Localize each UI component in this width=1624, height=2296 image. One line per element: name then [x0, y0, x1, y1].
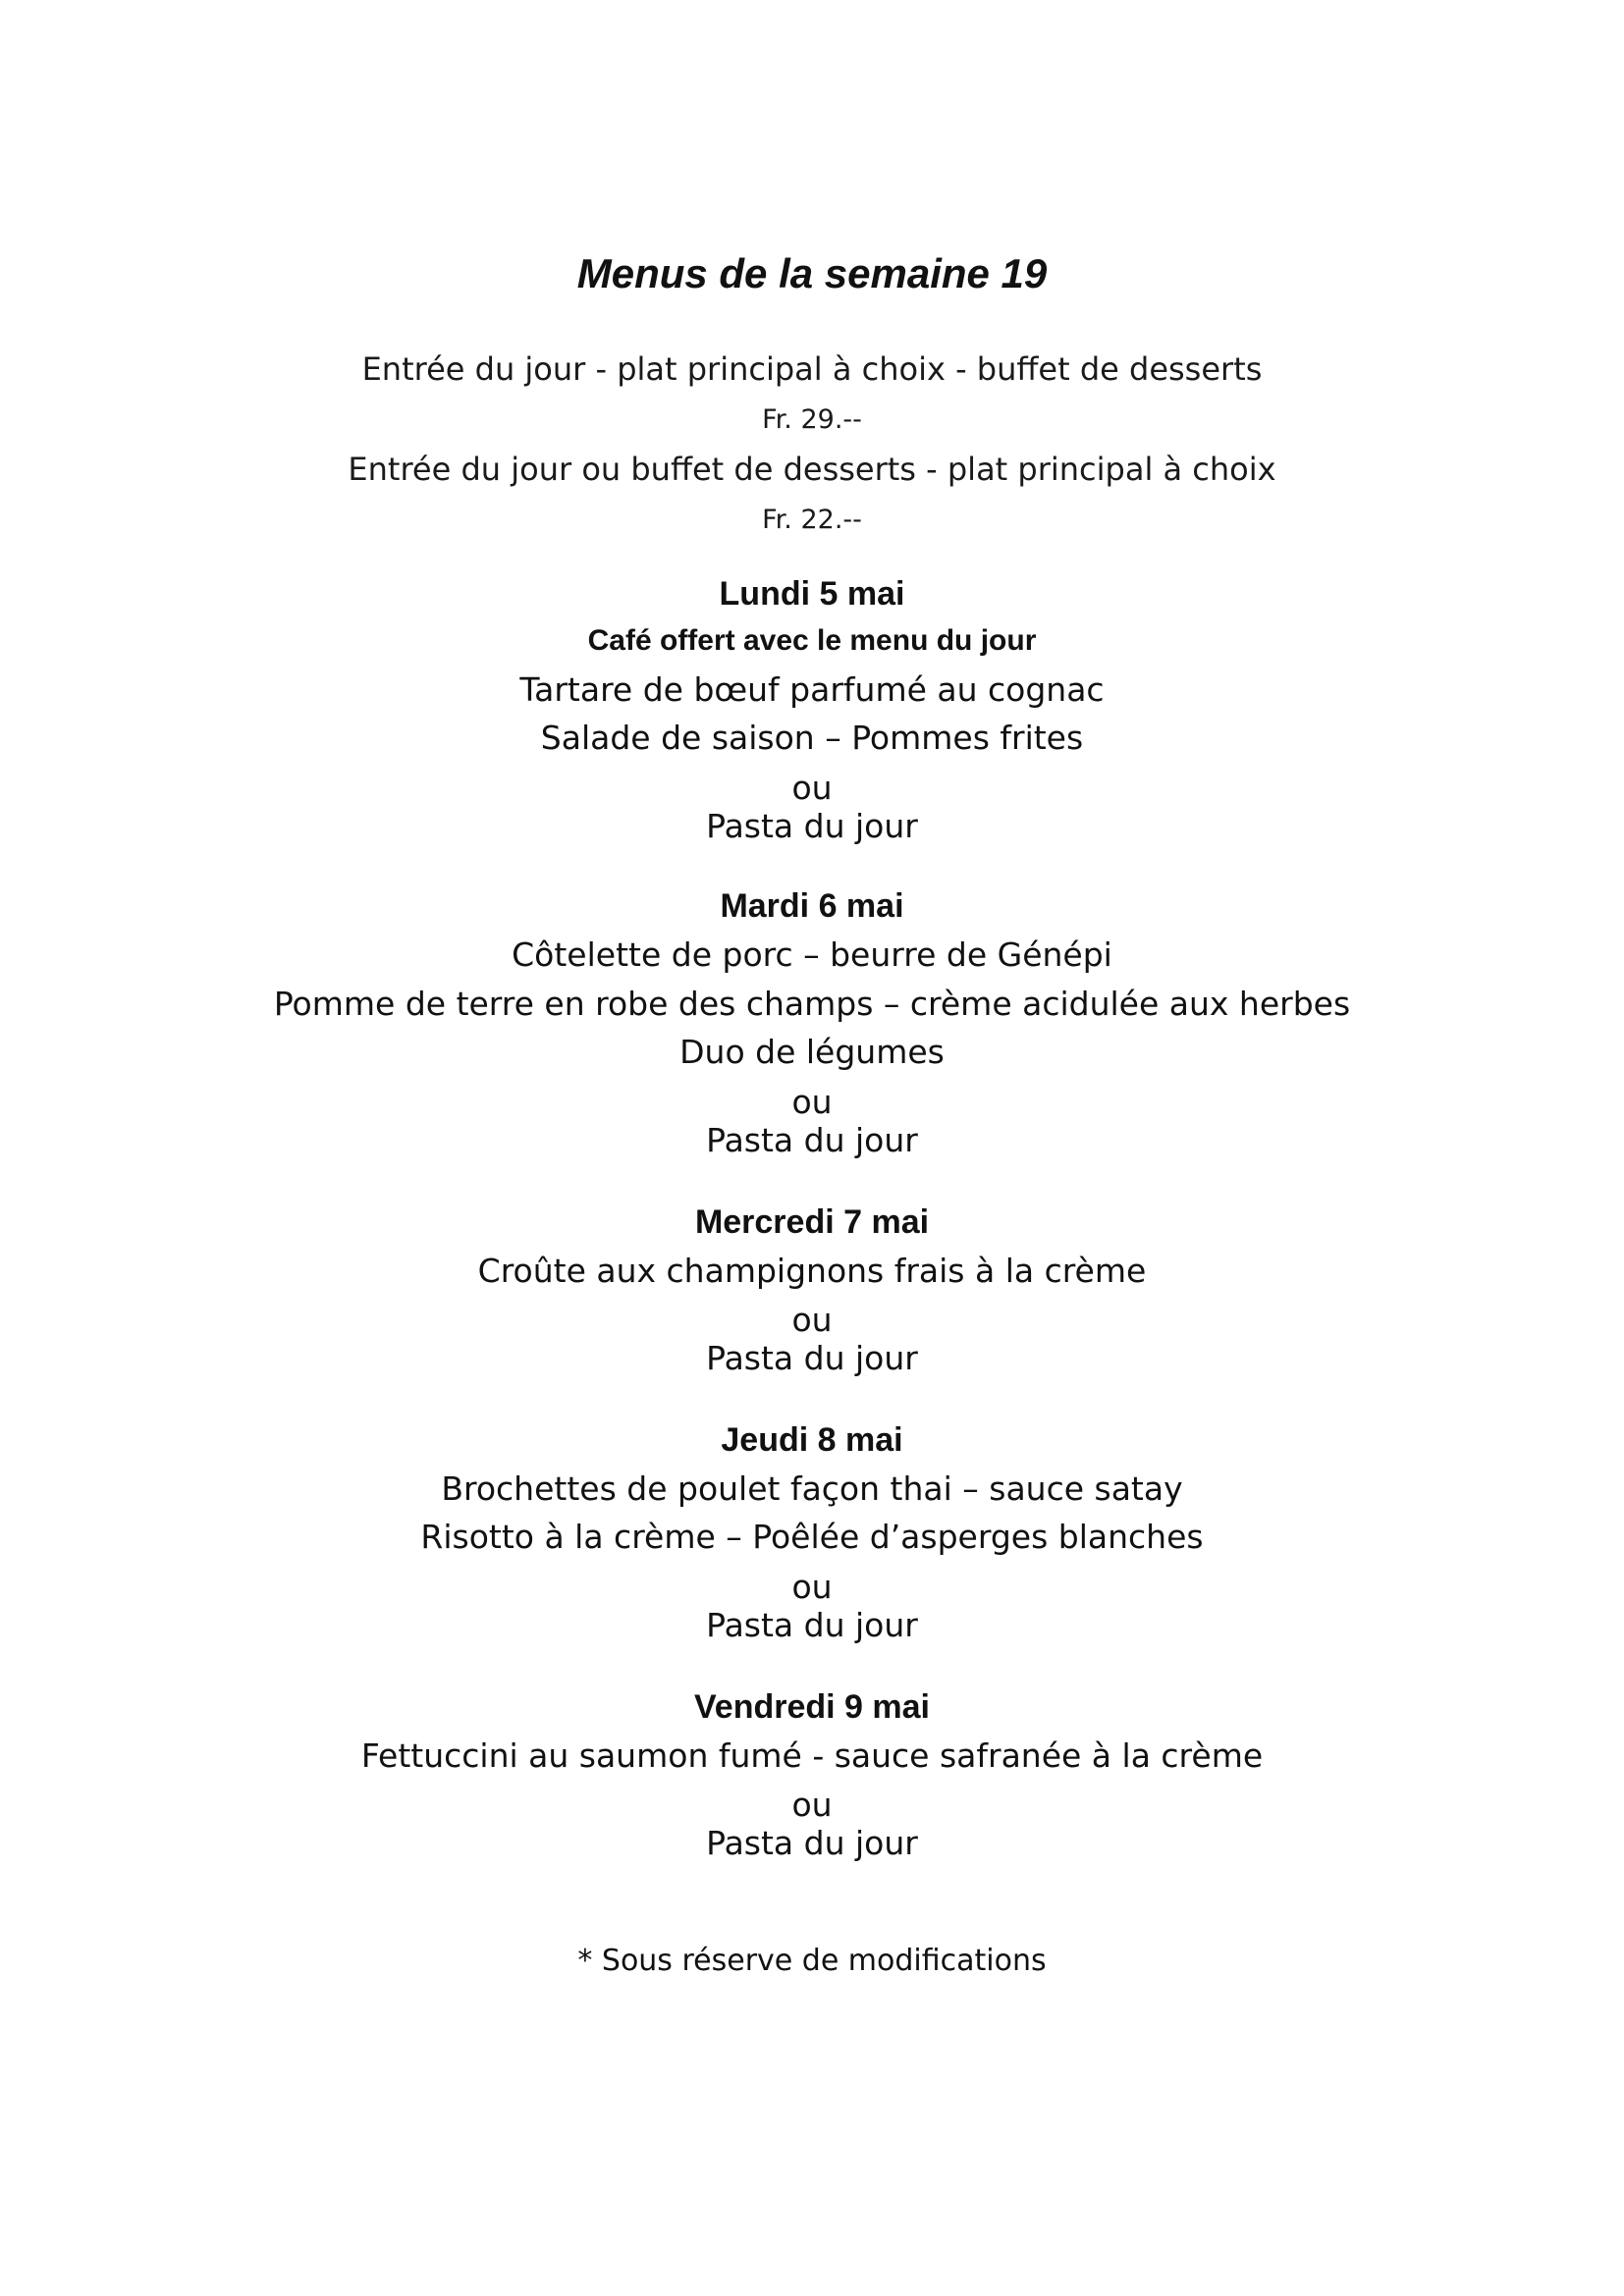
alternative-dish: Pasta du jour — [706, 807, 918, 845]
offer-price: Fr. 22.-- — [762, 505, 862, 535]
dish-item: Fettuccini au saumon fumé - sauce safranée à la crème — [360, 1736, 1264, 1775]
day-heading: Lundi 5 mai — [719, 575, 905, 613]
day-heading: Mardi 6 mai — [720, 887, 904, 925]
or-separator: ou — [791, 1568, 833, 1606]
offer-label: Entrée du jour ou buffet de desserts - plat principal à choix — [348, 451, 1276, 488]
dish-item: Risotto à la crème – Poêlée d’asperges blanches — [420, 1518, 1204, 1556]
footer-disclaimer: * Sous réserve de modifications — [577, 1944, 1047, 1978]
alternative-dish: Pasta du jour — [706, 1824, 918, 1862]
dish-item: Pomme de terre en robe des champs – crème acidulée aux herbes — [273, 985, 1351, 1023]
offer-label: Entrée du jour - plat principal à choix - buffet de desserts — [361, 350, 1263, 388]
dish-item: Croûte aux champignons frais à la crème — [477, 1252, 1147, 1290]
dish-item: Salade de saison – Pommes frites — [540, 719, 1084, 757]
dish-item: Duo de légumes — [679, 1033, 945, 1071]
day-heading: Mercredi 7 mai — [694, 1203, 930, 1241]
offer-price: Fr. 29.-- — [762, 404, 862, 435]
or-separator: ou — [791, 1301, 833, 1339]
page-title: Menus de la semaine 19 — [576, 250, 1048, 296]
alternative-dish: Pasta du jour — [706, 1606, 918, 1644]
or-separator: ou — [791, 1786, 833, 1824]
alternative-dish: Pasta du jour — [706, 1121, 918, 1159]
or-separator: ou — [791, 1083, 833, 1121]
dish-item: Brochettes de poulet façon thai – sauce satay — [441, 1469, 1183, 1508]
day-note: Café offert avec le menu du jour — [587, 624, 1037, 657]
day-heading: Jeudi 8 mai — [721, 1421, 903, 1459]
alternative-dish: Pasta du jour — [706, 1339, 918, 1377]
day-heading: Vendredi 9 mai — [694, 1688, 930, 1726]
dish-item: Tartare de bœuf parfumé au cognac — [519, 670, 1105, 709]
dish-item: Côtelette de porc – beurre de Génépi — [512, 935, 1112, 974]
or-separator: ou — [791, 769, 833, 807]
